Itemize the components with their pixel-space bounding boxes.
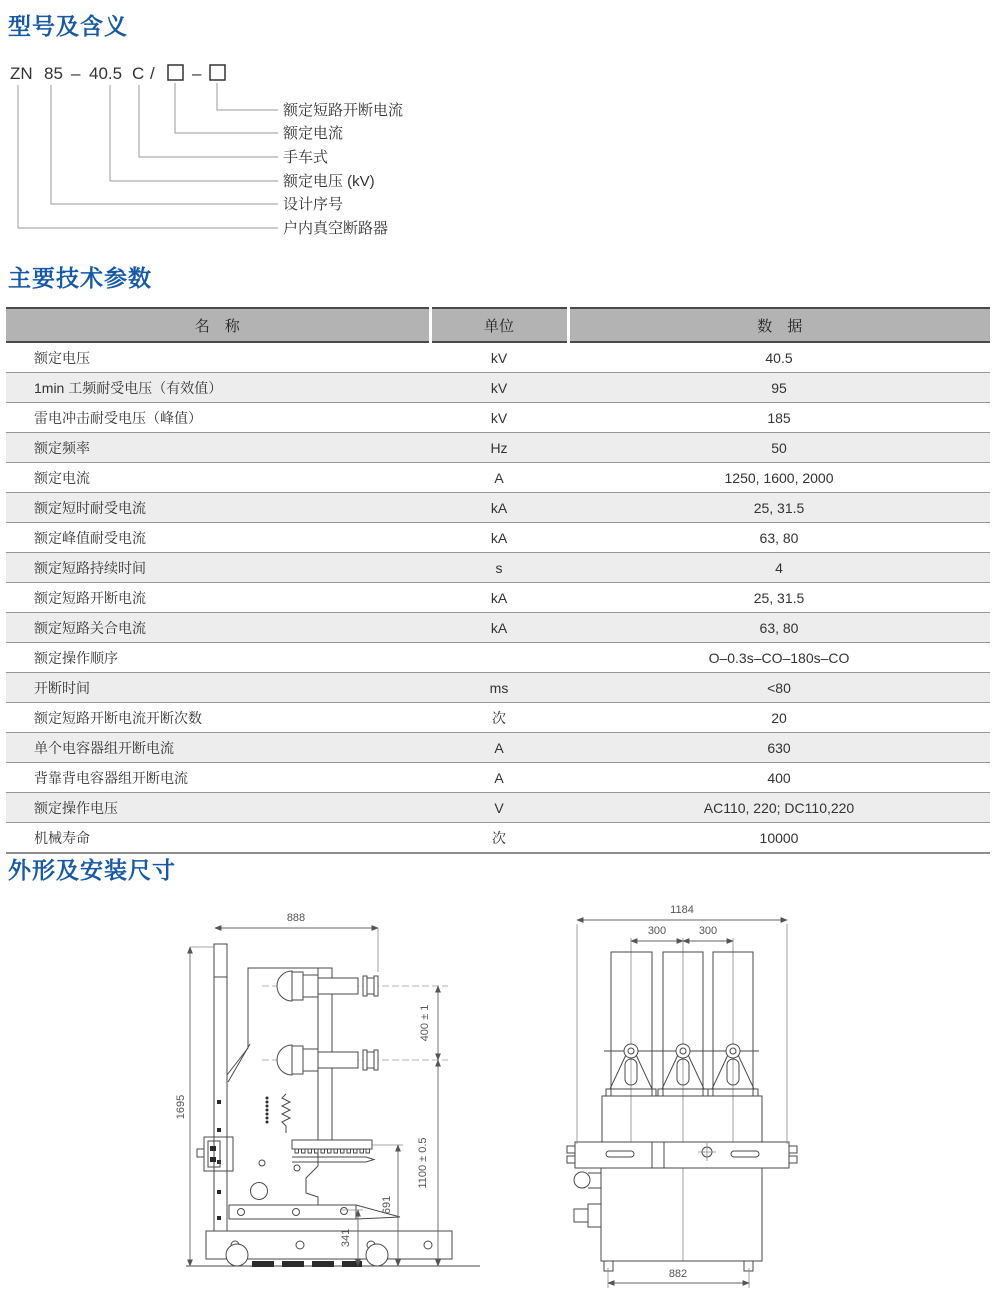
lower-bushing xyxy=(277,1045,378,1075)
dim-1695: 1695 xyxy=(175,1094,187,1120)
param-value: 185 xyxy=(568,403,990,433)
table-row xyxy=(6,733,990,763)
dim-888: 888 xyxy=(286,912,306,924)
table-row xyxy=(6,523,990,553)
table-row xyxy=(6,763,990,793)
dim-1100: 1100 ± 0.5 xyxy=(417,1137,429,1189)
param-unit: 次 xyxy=(430,703,568,733)
model-label-rated-voltage: 额定电压 (kV) xyxy=(283,173,375,190)
table-row xyxy=(6,433,990,463)
table-row xyxy=(6,673,990,703)
model-code-series: ZN xyxy=(10,64,33,83)
param-name: 1min 工频耐受电压（有效值） xyxy=(6,373,430,403)
param-name: 额定操作电压 xyxy=(6,793,430,823)
param-value: O–0.3s–CO–180s–CO xyxy=(568,643,990,673)
param-value: 4 xyxy=(568,553,990,583)
dim-882: 882 xyxy=(668,1268,688,1280)
model-connector-lines xyxy=(18,83,278,228)
table-row xyxy=(6,493,990,523)
dim-300-right: 300 xyxy=(698,925,718,937)
dimensions-section-title: 外形及安装尺寸 xyxy=(8,857,176,883)
model-code-truck: C xyxy=(132,64,145,83)
param-value: 10000 xyxy=(568,823,990,854)
table-row xyxy=(6,403,990,433)
spring-symbols xyxy=(266,1094,291,1133)
param-name: 额定电压 xyxy=(6,342,430,373)
dim-691: 691 xyxy=(381,1195,393,1215)
param-value: 25, 31.5 xyxy=(568,493,990,523)
param-unit: kA xyxy=(430,493,568,523)
param-value: 63, 80 xyxy=(568,613,990,643)
table-row xyxy=(6,643,990,673)
latch-mechanism xyxy=(197,1137,233,1171)
param-name: 额定短时耐受电流 xyxy=(6,493,430,523)
param-value: 40.5 xyxy=(568,342,990,373)
param-unit: kA xyxy=(430,523,568,553)
param-unit: s xyxy=(430,553,568,583)
param-name: 雷电冲击耐受电压（峰值） xyxy=(6,403,430,433)
model-code-design-no: 85 xyxy=(44,64,63,83)
table-row xyxy=(6,342,990,373)
pole-base-box xyxy=(602,1096,762,1142)
table-header-row xyxy=(6,308,990,342)
upper-bushing xyxy=(277,971,378,1001)
mounting-crossbar xyxy=(567,1142,797,1168)
model-code-dash1: – xyxy=(71,64,81,83)
param-name: 额定峰值耐受电流 xyxy=(6,523,430,553)
param-name: 额定短路持续时间 xyxy=(6,553,430,583)
mechanism-box xyxy=(574,1168,762,1271)
param-value: 25, 31.5 xyxy=(568,583,990,613)
params-section-title: 主要技术参数 xyxy=(8,265,152,291)
param-value: 20 xyxy=(568,703,990,733)
table-row xyxy=(6,793,990,823)
foot xyxy=(604,1261,613,1271)
model-label-indoor-vcb: 户内真空断路器 xyxy=(283,220,389,237)
wheel xyxy=(226,1244,248,1266)
header-name: 名 称 xyxy=(6,308,430,342)
model-placeholder-box-2 xyxy=(210,65,225,80)
frame-body xyxy=(227,968,332,1231)
rear-panel xyxy=(214,944,227,1232)
param-unit: A xyxy=(430,763,568,793)
param-value: <80 xyxy=(568,673,990,703)
foot xyxy=(744,1261,753,1271)
table-row xyxy=(6,613,990,643)
model-label-truck-type: 手车式 xyxy=(283,149,329,166)
param-name: 额定短路开断电流开断次数 xyxy=(6,703,430,733)
side-stub xyxy=(574,1209,588,1222)
dimension-drawings xyxy=(130,895,996,1298)
table-row xyxy=(6,583,990,613)
param-value: 50 xyxy=(568,433,990,463)
front-view-drawing xyxy=(567,904,797,1288)
wheel xyxy=(366,1244,388,1266)
param-value: 63, 80 xyxy=(568,523,990,553)
param-unit: V xyxy=(430,793,568,823)
param-name: 单个电容器组开断电流 xyxy=(6,733,430,763)
param-name: 额定频率 xyxy=(6,433,430,463)
param-unit: 次 xyxy=(430,823,568,854)
param-name: 额定操作顺序 xyxy=(6,643,430,673)
dim-1184: 1184 xyxy=(670,904,694,916)
param-unit: kA xyxy=(430,613,568,643)
model-code-voltage: 40.5 xyxy=(89,64,123,83)
header-unit: 单位 xyxy=(430,308,568,342)
dim-341: 341 xyxy=(340,1228,352,1248)
model-code-slash: / xyxy=(150,64,155,83)
frame-hole xyxy=(251,1183,268,1200)
side-port xyxy=(574,1172,590,1188)
rack-and-rod xyxy=(292,1140,374,1162)
param-unit: A xyxy=(430,733,568,763)
param-value: 95 xyxy=(568,373,990,403)
table-row xyxy=(6,823,990,854)
model-placeholder-box-1 xyxy=(168,65,183,80)
support-plate xyxy=(229,1205,400,1219)
model-label-breaking-current: 额定短路开断电流 xyxy=(283,102,404,119)
param-unit: kV xyxy=(430,403,568,433)
param-value: AC110, 220; DC110,220 xyxy=(568,793,990,823)
param-name: 背靠背电容器组开断电流 xyxy=(6,763,430,793)
truck-chassis xyxy=(206,1228,452,1267)
side-view-drawing xyxy=(175,912,480,1267)
param-name: 开断时间 xyxy=(6,673,430,703)
table-row xyxy=(6,373,990,403)
table-row xyxy=(6,553,990,583)
table-row xyxy=(6,463,990,493)
model-section-title: 型号及含义 xyxy=(8,13,128,39)
param-unit: kV xyxy=(430,342,568,373)
parameters-table xyxy=(6,307,990,854)
dim-400: 400 ± 1 xyxy=(419,1004,431,1042)
param-value: 630 xyxy=(568,733,990,763)
param-name: 额定短路关合电流 xyxy=(6,613,430,643)
param-name: 机械寿命 xyxy=(6,823,430,854)
table-row xyxy=(6,703,990,733)
param-unit xyxy=(430,643,568,673)
model-designation-diagram xyxy=(0,55,470,247)
param-unit: kV xyxy=(430,373,568,403)
param-value: 1250, 1600, 2000 xyxy=(568,463,990,493)
model-label-design-serial: 设计序号 xyxy=(283,196,344,213)
param-unit: Hz xyxy=(430,433,568,463)
param-unit: kA xyxy=(430,583,568,613)
param-name: 额定短路开断电流 xyxy=(6,583,430,613)
dim-300-left: 300 xyxy=(647,925,667,937)
param-unit: ms xyxy=(430,673,568,703)
param-value: 400 xyxy=(568,763,990,793)
model-code-dash2: – xyxy=(192,64,202,83)
param-unit: A xyxy=(430,463,568,493)
header-value: 数 据 xyxy=(568,308,990,342)
param-name: 额定电流 xyxy=(6,463,430,493)
model-label-rated-current: 额定电流 xyxy=(283,125,344,142)
